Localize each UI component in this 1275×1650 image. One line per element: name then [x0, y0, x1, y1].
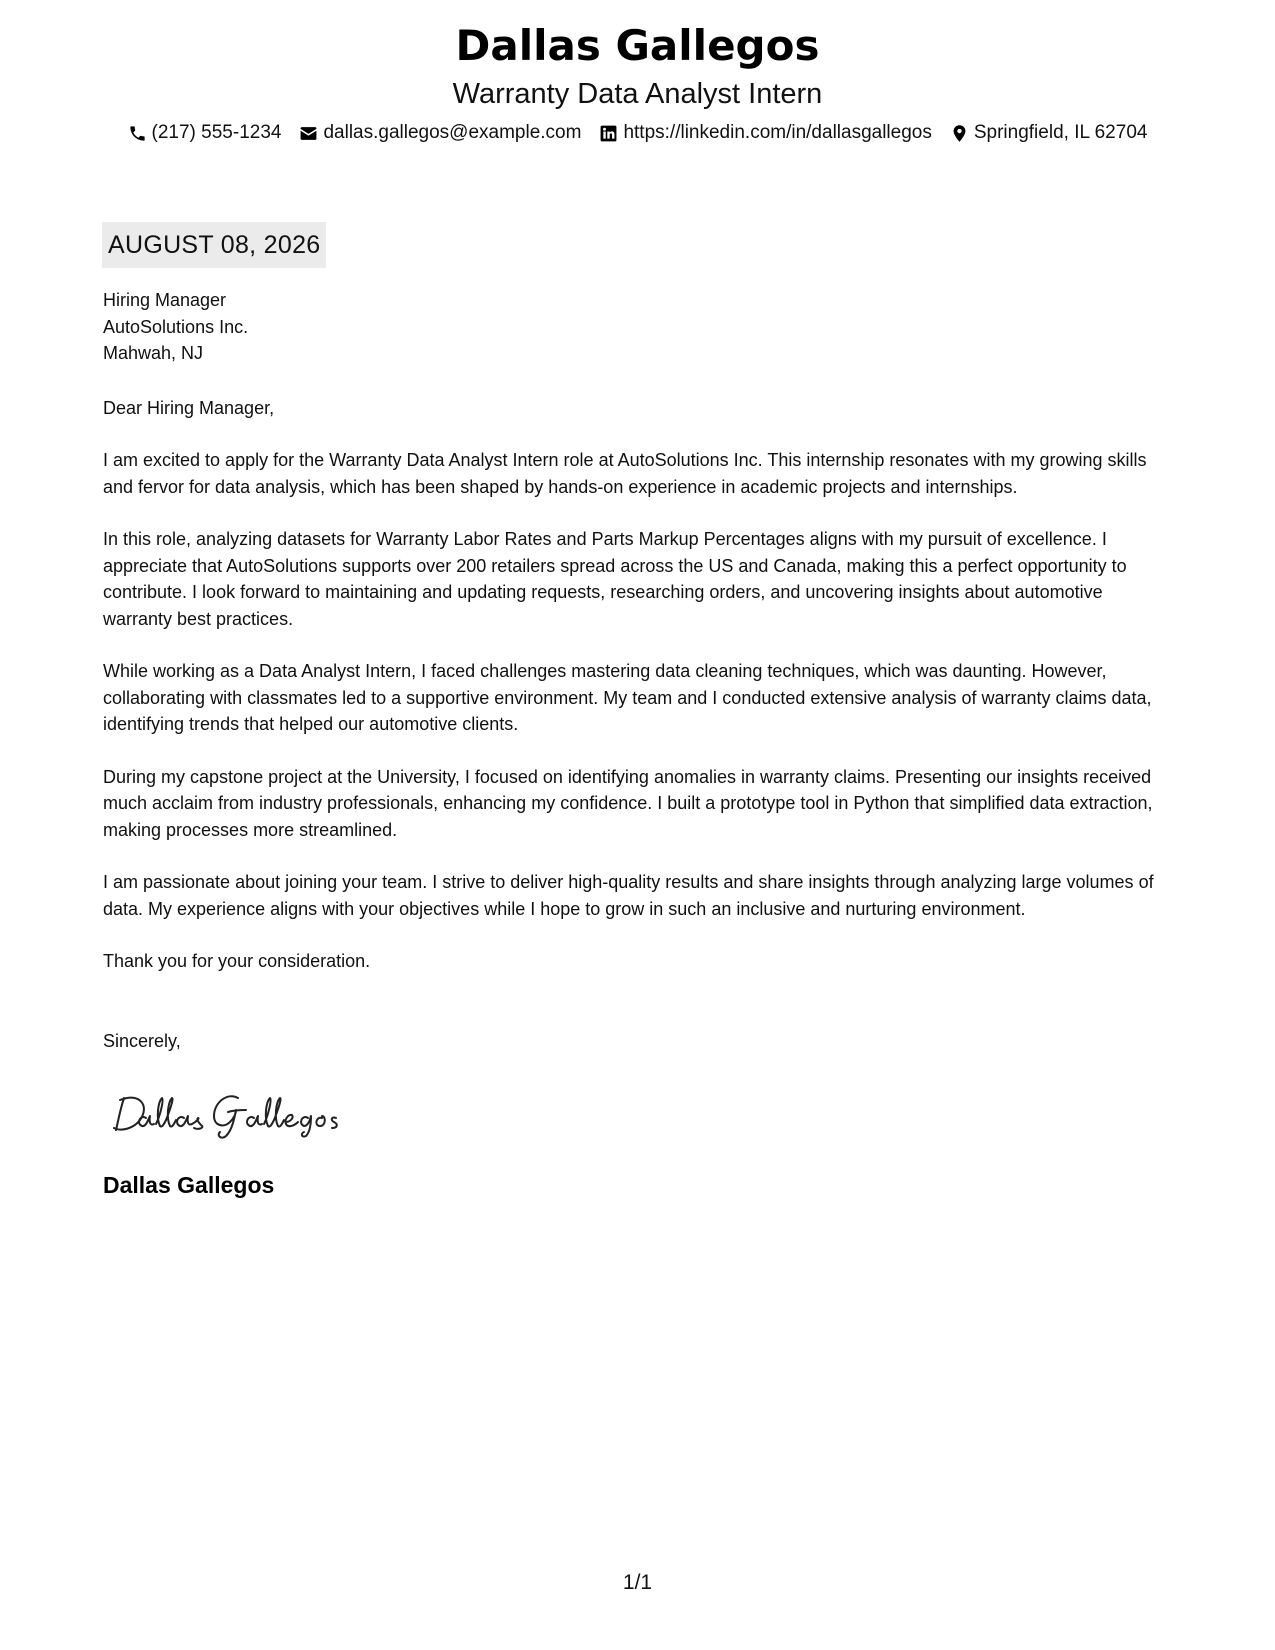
recipient-location: Mahwah, NJ [103, 343, 204, 363]
paragraph: I am passionate about joining your team. I strive to deliver high-quality results and share insights through analyzing large volumes of data. My experience aligns with your objectives while I hope to grow in such an inclusive and nurturing environment. [103, 872, 1154, 919]
envelope-icon [299, 124, 318, 143]
recipient-title: Hiring Manager [103, 290, 227, 310]
salutation: Dear Hiring Manager, [103, 397, 275, 418]
contact-location [950, 120, 1148, 146]
phone-number: (217) 555-1234 [151, 122, 282, 143]
contact-email [299, 120, 581, 146]
applicant-name: Dallas Gallegos [455, 21, 820, 70]
thanks-line: Thank you for your consideration. [103, 951, 371, 971]
contact-phone [128, 120, 282, 146]
contact-bar [0, 120, 1275, 146]
paragraph: I am excited to apply for the Warranty Data Analyst Intern role at AutoSolutions Inc. This internship resonates with my growing skills and fervor for data analysis, which has been shaped by hands-on experience in academic projects and internships. [103, 450, 1147, 497]
handwritten-signature [110, 1080, 360, 1140]
letter-date: AUGUST 08, 2026 [102, 222, 326, 268]
paragraph: In this role, analyzing datasets for Warranty Labor Rates and Parts Markup Percentages aligns with my pursuit of excellence. I appreciate that AutoSolutions supports over 200 retailers spread across the US and Canada, making this a perfect opportunity to contribute. I look forward to maintaining and updating requests, researching orders, and uncovering insights about automotive warranty best practices. [103, 529, 1127, 629]
location-text: Springfield, IL 62704 [973, 122, 1148, 143]
recipient-block [103, 287, 1173, 367]
linkedin-url: https://linkedin.com/in/dallasgallegos [623, 122, 932, 143]
paragraph: During my capstone project at the University, I focused on identifying anomalies in warranty claims. Presenting our insights received much acclaim from industry professionals, enhancing my confidence. I built a prototype tool in Python that simplified data extraction, making processes more streamlined. [103, 766, 1153, 840]
applicant-role: Warranty Data Analyst Intern [452, 78, 823, 110]
contact-linkedin [599, 120, 931, 146]
email-address: dallas.gallegos@example.com [323, 122, 582, 143]
closing-line: Sincerely, [103, 1030, 181, 1051]
letter-header [0, 18, 1275, 146]
linkedin-icon [599, 124, 618, 143]
map-pin-icon [950, 124, 969, 143]
signer-name: Dallas Gallegos [103, 1172, 275, 1198]
page-number: 1/1 [622, 1571, 653, 1594]
letter-body [103, 287, 1173, 1054]
recipient-company: AutoSolutions Inc. [103, 316, 249, 337]
paragraph: While working as a Data Analyst Intern, I faced challenges mastering data cleaning techniques, which was daunting. However, collaborating with classmates led to a supportive environment. My team and I conducted extensive analysis of warranty claims data, identifying trends that helped our automotive clients. [103, 661, 1152, 734]
phone-icon [128, 124, 147, 143]
